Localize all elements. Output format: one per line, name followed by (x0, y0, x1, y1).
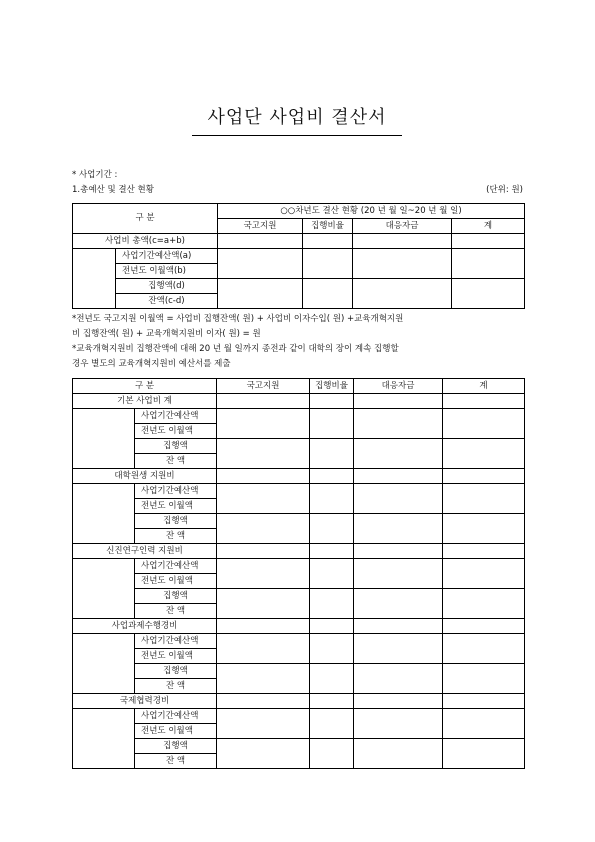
blank-cell (73, 634, 135, 694)
sub-executed: 집행액 (135, 589, 217, 604)
sub-balance: 잔 액 (135, 754, 217, 769)
blank-cell (73, 409, 135, 469)
row-executed: 집행액(d) (116, 279, 218, 294)
cell (310, 694, 354, 709)
sub-balance: 잔 액 (135, 604, 217, 619)
col-national-support: 국고지원 (217, 379, 310, 394)
cell (303, 279, 353, 309)
cell (217, 559, 310, 589)
cell (443, 409, 525, 439)
sub-period-budget: 사업기간예산액 (135, 409, 217, 424)
cell (217, 394, 310, 409)
blank-cell (73, 484, 135, 544)
cell (354, 559, 443, 589)
cell (354, 709, 443, 739)
cell (354, 409, 443, 439)
cell (310, 619, 354, 634)
cell (354, 484, 443, 514)
col-execution-ratio: 집행비율 (310, 379, 354, 394)
cell (217, 664, 310, 694)
cell (217, 409, 310, 439)
sub-period-budget: 사업기간예산액 (135, 559, 217, 574)
cell (443, 484, 525, 514)
col-matching-fund: 대응자금 (353, 219, 452, 234)
document-title: 사업단 사업비 결산서 (192, 103, 402, 136)
sub-balance: 잔 액 (135, 454, 217, 469)
budget-summary-table (72, 203, 525, 309)
col-execution-ratio: 집행비율 (303, 219, 353, 234)
cell (310, 409, 354, 439)
cell (310, 559, 354, 589)
cell (443, 664, 525, 694)
cell (354, 514, 443, 544)
cell (353, 279, 452, 309)
cell (310, 709, 354, 739)
row-carryover: 전년도 이월액(b) (116, 264, 218, 279)
sub-executed: 집행액 (135, 739, 217, 754)
group-name: 사업과제수행경비 (73, 619, 217, 634)
unit-label: (단위: 원) (486, 185, 523, 195)
cell (310, 664, 354, 694)
cell (218, 279, 303, 309)
header-gubun: 구 분 (73, 204, 218, 234)
cell (217, 709, 310, 739)
cell (354, 589, 443, 619)
cell (354, 394, 443, 409)
cell (354, 694, 443, 709)
cell (443, 394, 525, 409)
cell (303, 249, 353, 279)
cell (443, 514, 525, 544)
cell (217, 619, 310, 634)
row-period-budget: 사업기간예산액(a) (116, 249, 218, 264)
col-matching-fund: 대응자금 (354, 379, 443, 394)
cell (217, 469, 310, 484)
cell (443, 589, 525, 619)
sub-balance: 잔 액 (135, 679, 217, 694)
project-period-label: * 사업기간 : (72, 170, 118, 180)
note-line-4: 경우 별도의 교육개혁지원비 예산서를 제출 (72, 359, 231, 369)
cell (443, 619, 525, 634)
cell (443, 739, 525, 769)
cell (217, 739, 310, 769)
sub-carryover: 전년도 이월액 (135, 574, 217, 589)
sub-balance: 잔 액 (135, 529, 217, 544)
header-settlement-status: ○○차년도 결산 현황 (20 년 월 일~20 년 월 일) (218, 204, 525, 219)
cell (217, 589, 310, 619)
blank-cell (73, 709, 135, 769)
cell (217, 484, 310, 514)
cell (217, 544, 310, 559)
row-balance: 잔액(c-d) (116, 294, 218, 309)
cell (452, 234, 525, 249)
cell (217, 694, 310, 709)
col-total: 계 (443, 379, 525, 394)
group-name: 국제협력경비 (73, 694, 217, 709)
sub-carryover: 전년도 이월액 (135, 724, 217, 739)
budget-detail-table (72, 378, 525, 769)
cell (354, 544, 443, 559)
sub-carryover: 전년도 이월액 (135, 499, 217, 514)
group-name: 신진연구인력 지원비 (73, 544, 217, 559)
cell (310, 739, 354, 769)
cell (452, 279, 525, 309)
cell (218, 234, 303, 249)
group-name: 대학원생 지원비 (73, 469, 217, 484)
header-gubun: 구 분 (73, 379, 217, 394)
cell (443, 634, 525, 664)
cell (303, 234, 353, 249)
sub-executed: 집행액 (135, 514, 217, 529)
cell (310, 484, 354, 514)
cell (354, 634, 443, 664)
cell (354, 469, 443, 484)
sub-period-budget: 사업기간예산액 (135, 484, 217, 499)
cell (218, 249, 303, 279)
cell (217, 634, 310, 664)
sub-period-budget: 사업기간예산액 (135, 709, 217, 724)
cell (443, 469, 525, 484)
cell (310, 634, 354, 664)
note-line-1: *전년도 국고지원 이월액 = 사업비 집행잔액( 원) + 사업비 이자수입( 원) +교육개혁지원 (72, 314, 404, 324)
note-line-2: 비 집행잔액( 원) + 교육개혁지원비 이자( 원) = 원 (72, 329, 261, 339)
cell (354, 664, 443, 694)
section1-heading: 1.총예산 및 결산 현황 (72, 185, 154, 195)
cell (443, 709, 525, 739)
cell (354, 619, 443, 634)
group-name: 기본 사업비 계 (73, 394, 217, 409)
cell (443, 559, 525, 589)
sub-carryover: 전년도 이월액 (135, 649, 217, 664)
cell (310, 589, 354, 619)
sub-executed: 집행액 (135, 664, 217, 679)
cell (452, 249, 525, 279)
row-total-budget: 사업비 총액(c=a+b) (73, 234, 218, 249)
cell (310, 439, 354, 469)
cell (353, 234, 452, 249)
cell (217, 514, 310, 544)
cell (443, 694, 525, 709)
cell (443, 439, 525, 469)
cell (310, 394, 354, 409)
sub-executed: 집행액 (135, 439, 217, 454)
blank-cell (73, 249, 116, 309)
blank-cell (73, 559, 135, 619)
cell (354, 439, 443, 469)
sub-carryover: 전년도 이월액 (135, 424, 217, 439)
col-national-support: 국고지원 (218, 219, 303, 234)
cell (310, 469, 354, 484)
cell (310, 514, 354, 544)
col-total: 계 (452, 219, 525, 234)
cell (443, 544, 525, 559)
note-line-3: *교육개혁지원비 집행잔액에 대해 20 년 월 일까지 종전과 같이 대학의 장이 계속 집행할 (72, 344, 399, 354)
cell (310, 544, 354, 559)
sub-period-budget: 사업기간예산액 (135, 634, 217, 649)
cell (353, 249, 452, 279)
cell (354, 739, 443, 769)
cell (217, 439, 310, 469)
